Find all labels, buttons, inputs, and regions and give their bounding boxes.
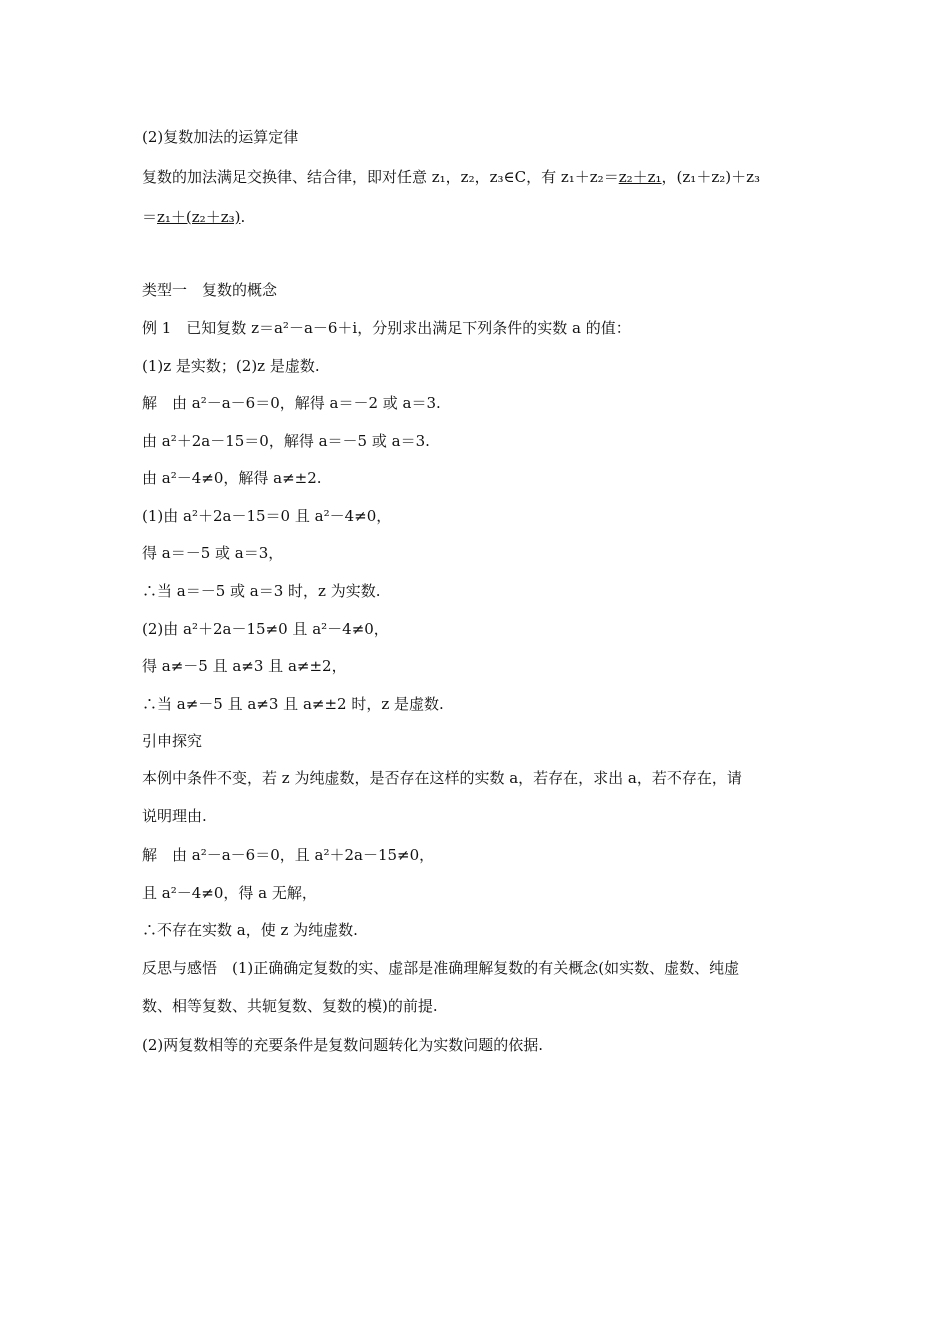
solution-line: ∴当 a＝－5 或 a＝3 时，z 为实数.	[142, 582, 381, 600]
reflection-line-3: (2)两复数相等的充要条件是复数问题转化为实数问题的依据.	[142, 1036, 544, 1054]
extension-solution-line: ∴不存在实数 a，使 z 为纯虚数.	[142, 921, 358, 939]
law-line-1-tail: ，(z₁＋z₂)＋z₃	[661, 168, 760, 186]
law-line-1-text: 复数的加法满足交换律、结合律，即对任意 z₁，z₂，z₃∈C，有 z₁＋z₂＝	[142, 168, 619, 186]
solution-line: 由 a²＋2a－15＝0，解得 a＝－5 或 a＝3.	[142, 432, 430, 450]
law-line-2-prefix: ＝	[142, 208, 158, 226]
associative-blank: z₁＋(z₂＋z₃)	[157, 208, 241, 226]
law-line-1	[142, 167, 760, 187]
section-heading: (2)复数加法的运算定律	[142, 128, 299, 146]
reflection-line-1: 反思与感悟 (1)正确确定复数的实、虚部是准确理解复数的有关概念(如实数、虚数、纯虚	[142, 959, 740, 977]
extension-line-1: 本例中条件不变，若 z 为纯虚数，是否存在这样的实数 a，若存在，求出 a，若不存在，请	[142, 769, 742, 787]
example-statement: 例 1 已知复数 z＝a²－a－6＋i，分别求出满足下列条件的实数 a 的值：	[142, 319, 631, 337]
example-parts: (1)z 是实数；(2)z 是虚数.	[142, 357, 320, 375]
law-line-2-tail: .	[240, 208, 246, 226]
solution-line: 得 a＝－5 或 a＝3，	[142, 544, 284, 562]
commutative-blank: z₂＋z₁	[618, 168, 662, 186]
extension-heading: 引申探究	[142, 732, 203, 750]
extension-line-2: 说明理由.	[142, 807, 207, 825]
solution-line: 得 a≠－5 且 a≠3 且 a≠±2，	[142, 657, 347, 675]
extension-solution-line: 解 由 a²－a－6＝0，且 a²＋2a－15≠0，	[142, 846, 435, 864]
extension-solution-line: 且 a²－4≠0，得 a 无解，	[142, 884, 317, 902]
reflection-line-2: 数、相等复数、共轭复数、复数的模)的前提.	[142, 997, 438, 1015]
solution-line: ∴当 a≠－5 且 a≠3 且 a≠±2 时，z 是虚数.	[142, 695, 444, 713]
solution-line: 解 由 a²－a－6＝0，解得 a＝－2 或 a＝3.	[142, 394, 441, 412]
solution-line: (2)由 a²＋2a－15≠0 且 a²－4≠0，	[142, 620, 389, 638]
solution-line: 由 a²－4≠0，解得 a≠±2.	[142, 469, 322, 487]
solution-line: (1)由 a²＋2a－15＝0 且 a²－4≠0，	[142, 507, 392, 525]
law-line-2	[142, 207, 245, 227]
type-heading: 类型一 复数的概念	[142, 281, 278, 299]
